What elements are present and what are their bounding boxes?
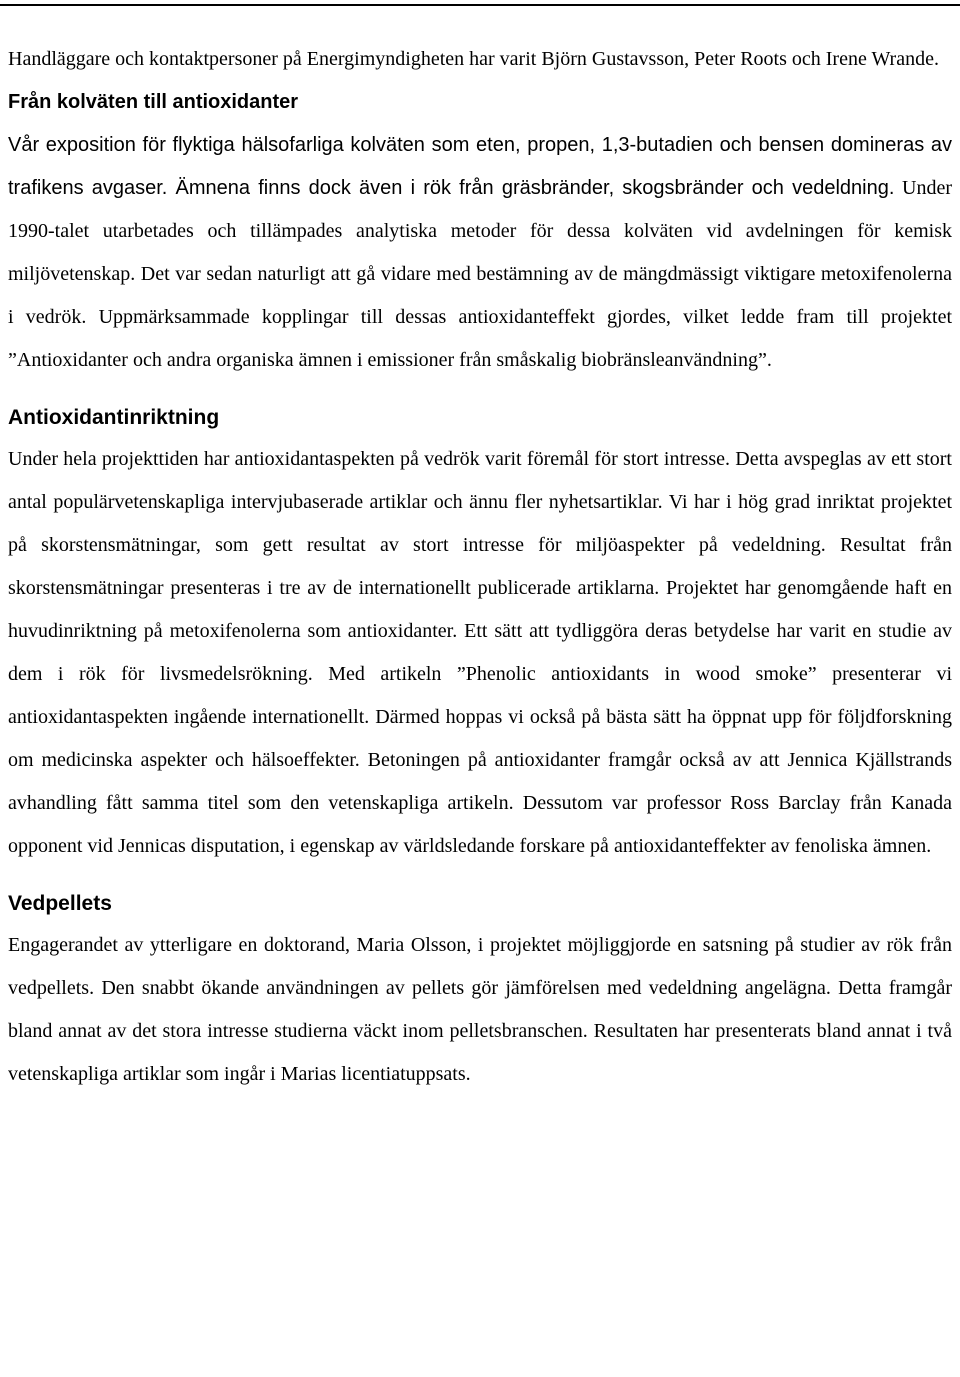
section-heading-antioxidant: Antioxidantinriktning: [8, 406, 220, 429]
section-kolvaten-sans-text: Vår exposition för flyktiga hälsofarliga kolväten som eten, propen, 1,3-butadien och bensen domineras av trafikens avgaser. Ämnena finns dock även i rök från gräsbränder, skogsbränder och vedeldning.: [8, 134, 952, 199]
section-kolvaten-paragraph: [8, 124, 952, 382]
section-heading-vedpellets: Vedpellets: [8, 892, 112, 915]
section-antioxidant-paragraph: Under hela projekttiden har antioxidantaspekten på vedrök varit föremål för stort intresse. Detta avspeglas av ett stort antal populärvetenskapliga intervjubaserade artiklar och ännu fler nyhetsartiklar. Vi har i hög grad inriktat projektet på skorstensmätningar, som gett resultat av stort intresse för miljöaspekter på vedeldning. Resultat från skorstensmätningar presenteras i tre av de internationellt publicerade artiklarna. Projektet har genomgående haft en huvudinriktning på metoxifenolerna som antioxidanter. Ett sätt att tydliggöra deras betydelse har varit en studie av dem i rök för livsmedelsrökning. Med artikeln ”Phenolic antioxidants in wood smoke” presenterar vi antioxidantaspekten ingående internationellt. Därmed hoppas vi också på bästa sätt ha öppnat upp för följdforskning om medicinska aspekter och hälsoeffekter. Betoningen på antioxidanter framgår också av att Jennica Kjällstrands avhandling fått samma titel som den vetenskapliga artikeln. Dessutom var professor Ross Barclay från Kanada opponent vid Jennicas disputation, i egenskap av världsledande forskare på antioxidanteffekter av fenoliska ämnen.: [8, 448, 952, 857]
document-page: [8, 38, 952, 1096]
section-kolvaten-serif-text: Under 1990-talet utarbetades och tillämpades analytiska metoder för dessa kolväten vid avdelningen för kemisk miljövetenskap. Det var sedan naturligt att gå vidare med bestämning av de mängdmässigt viktigare metoxifenolerna i vedrök. Uppmärksammade kopplingar till dessas antioxidanteffekt gjordes, vilket ledde fram till projektet ”Antioxidanter och andra organiska ämnen i emissioner från småskalig biobränsleanvändning”.: [8, 177, 952, 371]
section-vedpellets-paragraph: Engagerandet av ytterligare en doktorand, Maria Olsson, i projektet möjliggjorde en satsning på studier av rök från vedpellets. Den snabbt ökande användningen av pellets gör jämförelsen med vedeldning angelägna. Detta framgår bland annat av det stora intresse studierna väckt inom pelletsbranschen. Resultaten har presenterats bland annat i två vetenskapliga artiklar som ingår i Marias licentiatuppsats.: [8, 934, 952, 1085]
section-heading-kolvaten: Från kolväten till antioxidanter: [8, 91, 299, 113]
section-kolvaten: [8, 81, 952, 382]
top-rule: [0, 4, 960, 6]
intro-paragraph: Handläggare och kontaktpersoner på Energimyndigheten har varit Björn Gustavsson, Peter Roots och Irene Wrande.: [8, 48, 939, 70]
